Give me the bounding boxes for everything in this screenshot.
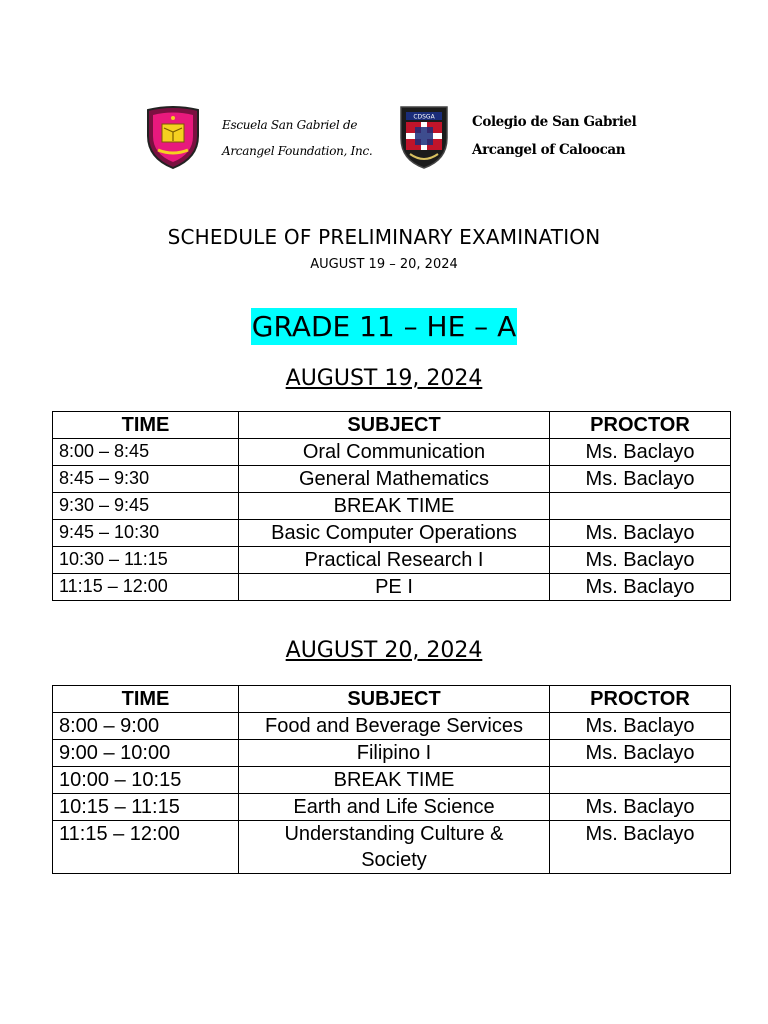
time-cell: 8:00 – 9:00	[53, 713, 239, 740]
table-header-row	[53, 686, 731, 713]
college-seal-logo	[398, 104, 450, 170]
table-row	[53, 821, 731, 874]
proctor-cell	[550, 493, 731, 520]
grade-section-label: GRADE 11 – HE – A	[251, 310, 517, 343]
college-name-line1: Colegio de San Gabriel	[472, 114, 637, 130]
document-header	[0, 104, 768, 174]
college-name-line2: Arcangel of Caloocan	[472, 142, 626, 158]
proctor-cell: Ms. Baclayo	[550, 740, 731, 767]
day2-schedule-table	[52, 685, 731, 874]
table-row	[53, 574, 731, 601]
college-seal-label: CDSGA	[413, 113, 435, 121]
table-row	[53, 794, 731, 821]
table-row	[53, 439, 731, 466]
time-cell: 8:00 – 8:45	[53, 439, 239, 466]
proctor-cell: Ms. Baclayo	[550, 466, 731, 493]
time-cell: 10:15 – 11:15	[53, 794, 239, 821]
day2-date-heading: AUGUST 20, 2024	[285, 638, 483, 663]
time-cell: 9:45 – 10:30	[53, 520, 239, 547]
proctor-cell: Ms. Baclayo	[550, 794, 731, 821]
subject-cell: BREAK TIME	[239, 493, 550, 520]
proctor-cell: Ms. Baclayo	[550, 547, 731, 574]
grade-section-wrapper	[0, 308, 768, 345]
foundation-name	[222, 112, 392, 164]
table-row	[53, 520, 731, 547]
table-row	[53, 740, 731, 767]
subject-cell: Practical Research I	[239, 547, 550, 574]
day1-date-heading: AUGUST 19, 2024	[285, 366, 483, 391]
time-cell: 9:30 – 9:45	[53, 493, 239, 520]
foundation-name-line1: Escuela San Gabriel de	[222, 118, 358, 132]
proctor-cell: Ms. Baclayo	[550, 713, 731, 740]
subject-cell: Oral Communication	[239, 439, 550, 466]
subject-cell: General Mathematics	[239, 466, 550, 493]
table-row	[53, 767, 731, 794]
time-cell: 10:00 – 10:15	[53, 767, 239, 794]
time-cell: 10:30 – 11:15	[53, 547, 239, 574]
time-cell: 8:45 – 9:30	[53, 466, 239, 493]
subject-cell: PE I	[239, 574, 550, 601]
subject-cell: Understanding Culture & Society	[239, 821, 550, 874]
column-header-time: TIME	[53, 412, 239, 439]
proctor-cell: Ms. Baclayo	[550, 574, 731, 601]
subject-cell: Food and Beverage Services	[239, 713, 550, 740]
time-cell: 9:00 – 10:00	[53, 740, 239, 767]
time-cell: 11:15 – 12:00	[53, 821, 239, 874]
table-row	[53, 493, 731, 520]
column-header-time: TIME	[53, 686, 239, 713]
time-cell: 11:15 – 12:00	[53, 574, 239, 601]
subject-cell: BREAK TIME	[239, 767, 550, 794]
exam-date-range: AUGUST 19 – 20, 2024	[310, 257, 458, 272]
column-header-subject: SUBJECT	[239, 686, 550, 713]
column-header-subject: SUBJECT	[239, 412, 550, 439]
proctor-cell: Ms. Baclayo	[550, 439, 731, 466]
proctor-cell: Ms. Baclayo	[550, 821, 731, 874]
column-header-proctor: PROCTOR	[550, 412, 731, 439]
subject-cell: Basic Computer Operations	[239, 520, 550, 547]
column-header-proctor: PROCTOR	[550, 686, 731, 713]
table-row	[53, 466, 731, 493]
day1-schedule-table	[52, 411, 731, 601]
table-row	[53, 713, 731, 740]
proctor-cell	[550, 767, 731, 794]
college-name	[472, 108, 652, 164]
document-title: SCHEDULE OF PRELIMINARY EXAMINATION	[167, 225, 601, 249]
table-row	[53, 547, 731, 574]
subject-cell: Filipino I	[239, 740, 550, 767]
subject-cell: Earth and Life Science	[239, 794, 550, 821]
table-header-row	[53, 412, 731, 439]
foundation-name-line2: Arcangel Foundation, Inc.	[222, 144, 373, 158]
proctor-cell: Ms. Baclayo	[550, 520, 731, 547]
school-crest-logo	[144, 106, 202, 170]
